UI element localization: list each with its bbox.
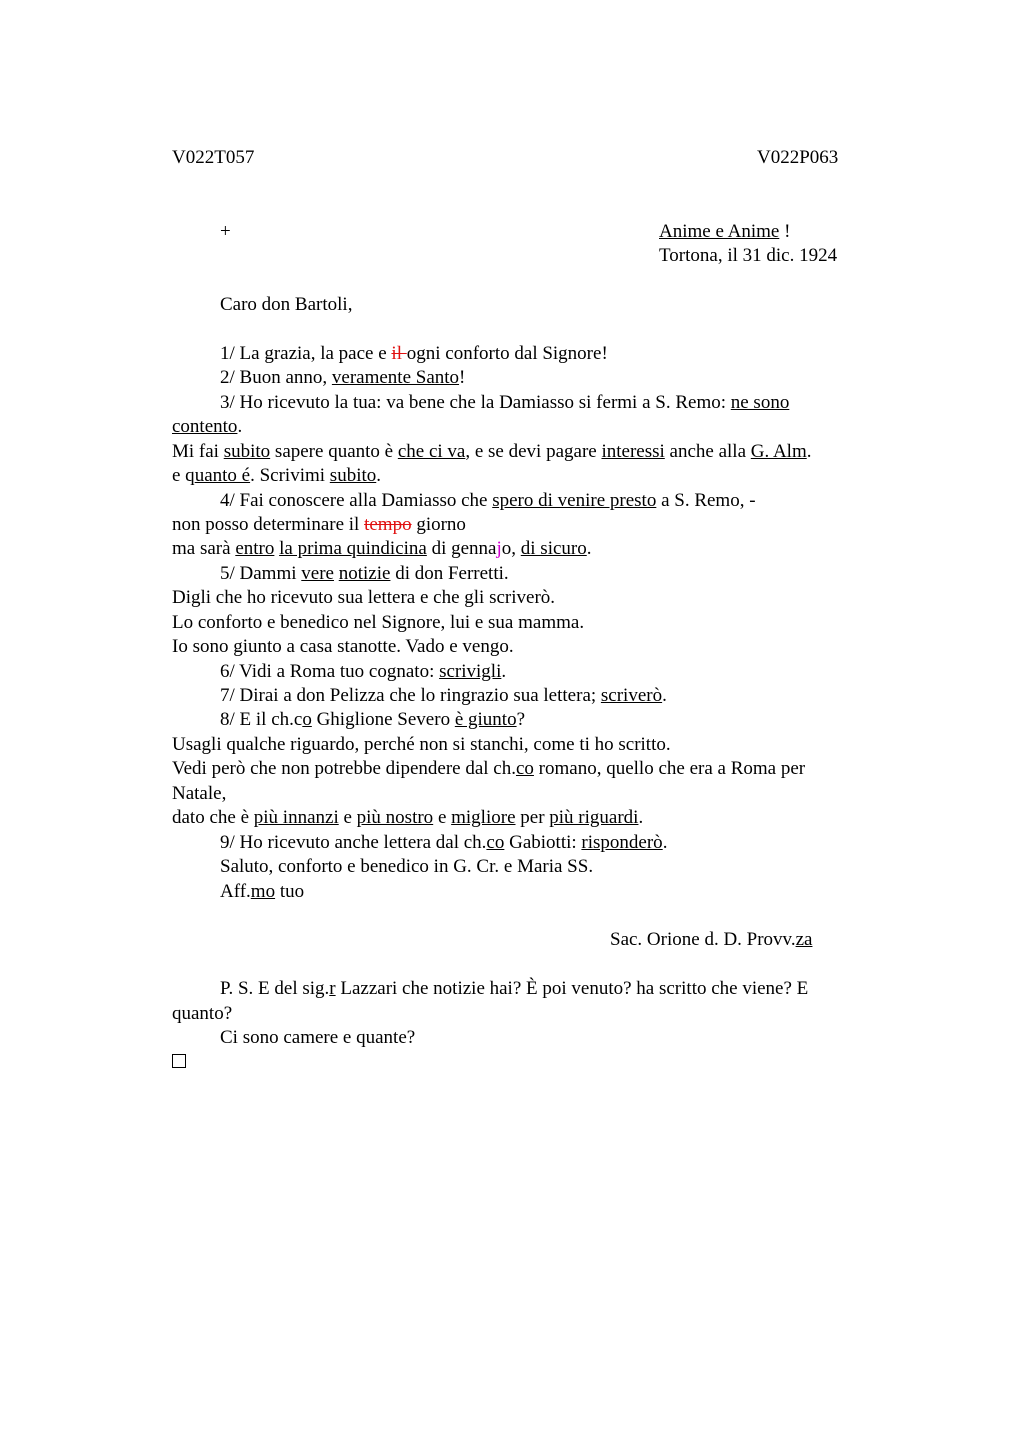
underlined-text: r (329, 978, 336, 999)
item-8-line-1 (220, 708, 525, 732)
text: Lazzari che notizie hai? È poi venuto? ha scritto che viene? E (335, 978, 809, 999)
inserted-text: j (496, 538, 502, 559)
text: e q (172, 465, 195, 486)
text: 9/ Ho ricevuto anche lettera dal ch. (220, 832, 487, 853)
underlined-text: vere (301, 563, 334, 584)
item-8-line-3 (172, 757, 805, 781)
text: ! (459, 367, 466, 388)
item-1 (220, 342, 608, 366)
text: . (638, 807, 644, 828)
underlined-text: za (795, 929, 813, 950)
motto-text: Anime e Anime (659, 221, 780, 242)
item-5-line-2: Digli che ho ricevuto sua lettera e che gli scriverò. (172, 587, 556, 608)
text: ma sarà (172, 538, 236, 559)
text: di genna (426, 538, 497, 559)
item-9 (220, 831, 667, 855)
underlined-text: interessi (601, 441, 665, 462)
text: o, (501, 538, 521, 559)
text: 3/ Ho ricevuto la tua: va bene che la Damiasso si fermi a S. Remo: (220, 392, 731, 413)
postscript-line-2: quanto? (172, 1003, 233, 1024)
item-3-line-2 (172, 415, 242, 439)
text: P. S. E del sig. (220, 978, 330, 999)
item-8-line-5 (172, 806, 643, 830)
underlined-text: contento (172, 416, 238, 437)
underlined-text: che ci va (397, 441, 466, 462)
text: . (662, 832, 668, 853)
text: 2/ Buon anno, (220, 367, 332, 388)
text: 8/ E il ch.c (220, 709, 303, 730)
closing-greeting: Saluto, conforto e benedico in G. Cr. e Maria SS. (220, 856, 594, 877)
item-2 (220, 366, 465, 390)
postscript-line-1 (220, 977, 808, 1001)
underlined-text: scrivigli (439, 661, 502, 682)
underlined-text: subito (223, 441, 271, 462)
text: . (806, 441, 812, 462)
item-4-line-3 (172, 537, 592, 561)
text: Vedi però che non potrebbe dipendere dal ch. (172, 758, 516, 779)
text: di don Ferretti. (390, 563, 509, 584)
underlined-text: di sicuro (520, 538, 587, 559)
text: Mi fai (172, 441, 224, 462)
text: . (237, 416, 243, 437)
text: 1/ La grazia, la pace e (220, 343, 392, 364)
item-3-line-4 (172, 464, 381, 488)
underlined-text: più riguardi (549, 807, 639, 828)
text: 7/ Dirai a don Pelizza che lo ringrazio sua lettera; (220, 685, 601, 706)
signature (610, 928, 812, 952)
text: 6/ Vidi a Roma tuo cognato: (220, 661, 440, 682)
underlined-text: scriverò (600, 685, 663, 706)
underlined-text: ne sono (730, 392, 790, 413)
text: . (586, 538, 592, 559)
text: Aff. (220, 881, 251, 902)
item-6 (220, 660, 506, 684)
item-8-line-2: Usagli qualche riguardo, perché non si stanchi, come ti ho scritto. (172, 734, 671, 755)
text: Ghiglione Severo (311, 709, 455, 730)
underlined-text: entro (235, 538, 275, 559)
cross-mark: + (220, 221, 231, 242)
text: dato che è (172, 807, 254, 828)
underlined-text: subito (329, 465, 377, 486)
deleted-text: il (391, 343, 407, 364)
underlined-text: notizie (338, 563, 391, 584)
item-3-line-3 (172, 440, 811, 464)
text: tuo (275, 881, 305, 902)
text: . Scrivimi (250, 465, 330, 486)
text: anche alla (664, 441, 751, 462)
underlined-text: spero di venire presto (492, 490, 657, 511)
salutation: Caro don Bartoli, (220, 294, 353, 315)
text: sapere quanto è (270, 441, 398, 462)
text: per (515, 807, 550, 828)
underlined-text: è giunto (454, 709, 517, 730)
place-date: Tortona, il 31 dic. 1924 (659, 245, 838, 266)
archive-code-right: V022P063 (757, 147, 839, 168)
item-3-line-1 (220, 391, 789, 415)
underlined-text: la prima quindicina (279, 538, 427, 559)
underlined-text: più innanzi (253, 807, 339, 828)
text: Sac. Orione d. D. Provv. (610, 929, 796, 950)
deleted-text: tempo (364, 514, 412, 535)
item-5-line-1 (220, 562, 509, 586)
archive-code-left: V022T057 (172, 147, 255, 168)
underlined-text: co (515, 758, 534, 779)
item-5-line-3: Lo conforto e benedico nel Signore, lui e sua mamma. (172, 612, 585, 633)
text: romano, quello che era a Roma per (533, 758, 806, 779)
motto-line (659, 220, 790, 244)
underlined-text: co (486, 832, 505, 853)
underlined-text: mo (250, 881, 276, 902)
underlined-text: risponderò (581, 832, 663, 853)
text: non posso determinare il (172, 514, 365, 535)
motto-mark: ! (779, 221, 791, 242)
text: 4/ Fai conoscere alla Damiasso che (220, 490, 493, 511)
item-4-line-2 (172, 513, 466, 537)
text: . (662, 685, 667, 706)
closing-aff (220, 880, 304, 904)
postscript-line-3: Ci sono camere e quante? (220, 1027, 416, 1048)
text: ? (516, 709, 526, 730)
text: . (501, 661, 507, 682)
text: Gabiotti: (504, 832, 582, 853)
text: a S. Remo, - (656, 490, 756, 511)
text: giorno (411, 514, 466, 535)
box-symbol-icon (172, 1054, 186, 1068)
text: e (433, 807, 452, 828)
item-7 (220, 684, 667, 708)
text: , e se devi pagare (465, 441, 602, 462)
text: ogni conforto dal Signore! (406, 343, 608, 364)
item-5-line-4: Io sono giunto a casa stanotte. Vado e vengo. (172, 636, 514, 657)
underlined-text: più nostro (356, 807, 434, 828)
underlined-text: o (302, 709, 312, 730)
text: . (376, 465, 381, 486)
underlined-text: G. Alm (750, 441, 807, 462)
underlined-text: migliore (451, 807, 516, 828)
text: 5/ Dammi (220, 563, 302, 584)
underlined-text: uanto é (194, 465, 251, 486)
item-4-line-1 (220, 489, 756, 513)
underlined-text: veramente Santo (331, 367, 460, 388)
text: e (338, 807, 357, 828)
item-8-line-4: Natale, (172, 783, 227, 804)
